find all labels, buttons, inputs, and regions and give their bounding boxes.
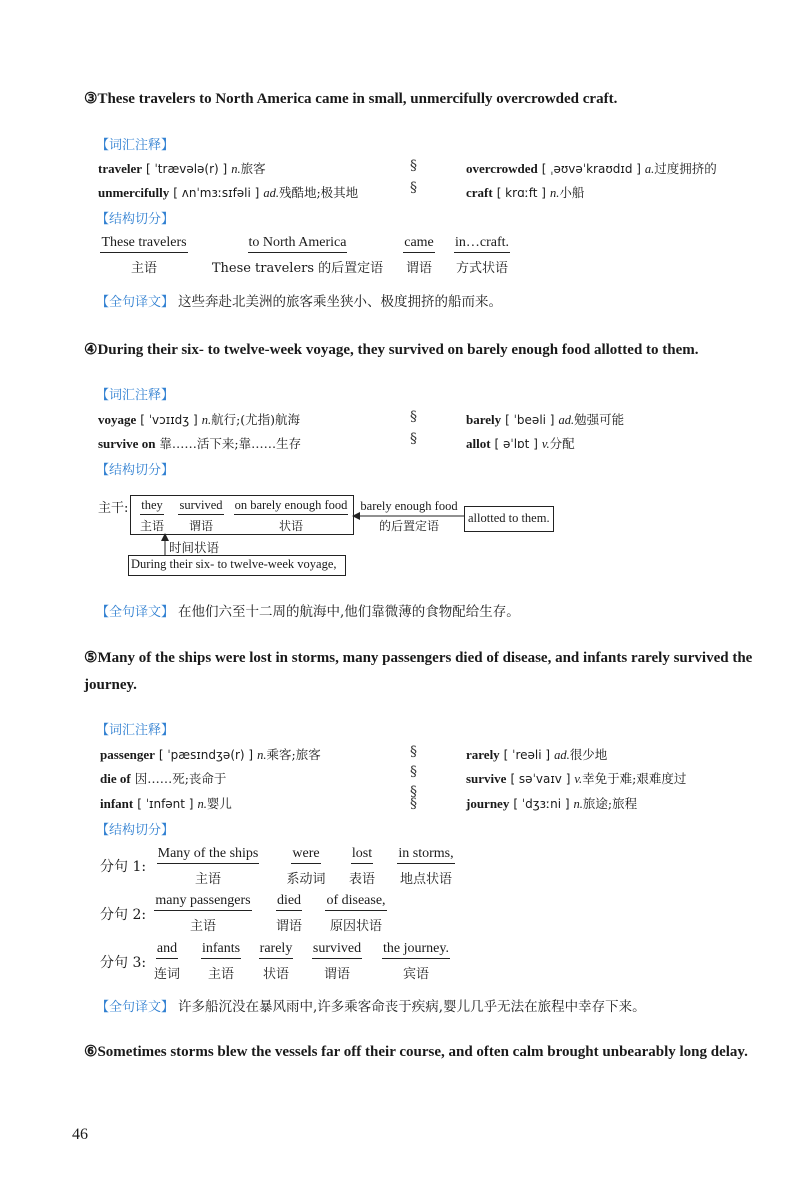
vocab-def: 过度拥挤的 [654,161,717,176]
segment-role: 主语 [139,519,164,533]
segment-text: died [276,893,302,911]
vocab-tag: 【词汇注释】 [96,723,175,738]
segment-text: to North America [248,235,348,253]
segment-text: lost [351,846,373,864]
vocab-pos: n. [573,797,583,811]
segment-role: 谓语 [323,967,350,982]
segment-role: 主语 [189,919,216,934]
vocab-pos: n. [231,162,241,176]
segment-role: 主语 [207,967,234,982]
segment [148,940,186,982]
structure-tag: 【结构切分】 [96,463,175,478]
vocab-entry [98,159,266,177]
vocab-entry [466,745,607,763]
segment [174,497,228,534]
segment-role: 宾语 [402,967,429,982]
segment [96,234,192,276]
vocab-entry [98,183,358,201]
vocab-pos: v. [541,437,550,451]
full-translation [96,290,502,310]
vocab-def: 因……死;丧命于 [134,771,227,786]
squiggle-divider: § [410,784,417,800]
vocab-entry [466,794,637,812]
squiggle-divider: § [410,796,417,812]
segment-text: survived [178,498,223,515]
segment-role: 谓语 [405,261,432,276]
vocab-entry [100,769,226,787]
vocab-word: journey [466,796,510,811]
vocab-phonetic: [ krɑːft ] [496,186,546,200]
segment-role: 状语 [262,967,289,982]
vocab-def: 分配 [549,436,575,451]
segment-role: 谓语 [188,519,213,533]
translation-text: 许多船沉没在暴风雨中,许多乘客命丧于疾病,婴儿几乎无法在旅程中幸存下来。 [178,999,646,1015]
translation-tag: 【全句译文】 [96,1000,175,1015]
vocab-word: allot [466,436,491,451]
vocab-word: overcrowded [466,161,538,176]
sentence-6-heading: ⑥Sometimes storms blew the vessels far off their course, and often calm brought unbearably long delay. [84,1044,748,1060]
vocab-phonetic: [ ʌnˈmɜːsɪfəli ] [173,186,260,200]
vocab-pos: n. [549,186,560,200]
segment-text: they [140,498,164,515]
vocab-pos: n. [257,748,267,762]
segment-role: 主语 [130,261,157,276]
squiggle-divider: § [410,409,417,425]
allotted-text: allotted to them. [468,511,550,525]
segment-text: and [156,941,178,959]
segment [270,892,308,934]
segment [448,234,516,276]
segment-text: Many of the ships [157,846,260,864]
vocab-word: rarely [466,747,500,762]
segment [194,940,248,982]
full-translation [96,995,646,1015]
segment-text: many passengers [154,893,251,911]
translation-text: 这些奔赴北美洲的旅客乘坐狭小、极度拥挤的船而来。 [178,294,503,310]
vocab-phonetic: [ ˈtrævələ(r) ] [146,162,228,176]
vocab-def: 乘客;旅客 [266,747,321,762]
segment-text: survived [312,941,362,959]
vocab-def: 很少地 [569,747,608,762]
time-adverbial-label: 时间状语 [169,540,220,555]
vocab-word: survive [466,771,507,786]
translation-tag: 【全句译文】 [96,295,175,310]
vocab-pos: a. [644,162,655,176]
vocab-phonetic: [ ˈɪnfənt ] [137,797,194,811]
full-translation [96,600,520,620]
vocab-entry [466,183,584,201]
vocab-def: 小船 [559,185,585,200]
vocab-word: passenger [100,747,155,762]
segment-text: of disease, [325,893,386,911]
squiggle-divider: § [410,158,417,174]
segment [282,845,330,887]
vocab-entry [98,410,300,428]
segment-role: 连词 [153,967,180,982]
segment-role: 主语 [194,872,221,887]
vocab-pos: n. [197,797,207,811]
vocab-def: 航行;(尤指)航海 [211,412,301,427]
vocab-pos: ad. [554,748,570,762]
squiggle-divider: § [410,431,417,447]
vocab-phonetic: [ ˌəʊvəˈkraʊdɪd ] [541,162,641,176]
vocab-phonetic: [ ˈreəli ] [503,748,551,762]
vocab-word: traveler [98,161,143,176]
segment-role: These travelers 的后置定语 [211,261,384,276]
segment-text: rarely [259,941,294,959]
clause-3-label: 分句 3: [100,955,147,971]
segment-role: 原因状语 [329,919,382,934]
vocab-pos: v. [574,772,583,786]
segment [148,892,258,934]
vocab-pos: ad. [263,186,279,200]
vocab-entry [100,794,232,812]
sentence-4-heading: ④During their six- to twelve-week voyage, they survived on barely enough food allotted to them. [84,342,699,358]
vocab-word: infant [100,796,134,811]
vocab-entry [100,745,321,763]
vocab-phonetic: [ səˈvaɪv ] [510,772,571,786]
page-number: 46 [72,1126,88,1143]
main-clause-label: 主干: [98,501,129,516]
vocab-tag: 【词汇注释】 [96,388,175,403]
sentence-3-heading: ③These travelers to North America came in small, unmercifully overcrowded craft. [84,91,618,107]
vocab-def: 幸免于难;艰难度过 [582,771,687,786]
vocab-phonetic: [ ˈpæsɪndʒə(r) ] [158,748,254,762]
arrow-left [352,510,464,522]
vocab-word: barely [466,412,502,427]
vocab-entry [466,434,575,452]
vocab-phonetic: [ ˈvɔɪɪdʒ ] [140,413,198,427]
segment-text: on barely enough food [234,498,349,515]
segment-text: the journey. [382,941,450,959]
attributive-head: barely enough food [360,499,458,513]
vocab-phonetic: [ əˈlɒt ] [494,437,538,451]
clause-1-label: 分句 1: [100,859,147,875]
vocab-word: die of [100,771,131,786]
segment [134,497,170,534]
segment-role: 谓语 [275,919,302,934]
vocab-entry [466,159,717,177]
segment [306,940,368,982]
vocab-pos: n. [201,413,212,427]
translation-tag: 【全句译文】 [96,605,175,620]
segment-text: in…craft. [454,235,510,253]
segment [254,940,298,982]
vocab-word: survive on [98,436,156,451]
vocab-phonetic: [ ˈdʒɜːni ] [513,797,570,811]
vocab-entry [98,434,301,452]
squiggle-divider: § [410,180,417,196]
vocab-entry [466,769,686,787]
attributive-role: 的后置定语 [378,519,439,533]
segment-text: were [291,846,320,864]
segment [232,497,350,534]
segment-text: came [403,235,435,253]
vocab-def: 旅途;旅程 [582,796,638,811]
vocab-word: craft [466,185,493,200]
segment-text: in storms, [397,846,454,864]
vocab-phonetic: [ ˈbeəli ] [505,413,555,427]
segment [398,234,440,276]
segment-role: 状语 [278,519,303,533]
segment [344,845,380,887]
segment [390,845,462,887]
segment [205,234,390,276]
sentence-5-heading: ⑤Many of the ships were lost in storms, many passengers died of disease, and infants rarely survived the journey. [84,650,753,693]
segment-role: 方式状语 [455,261,508,276]
vocab-def: 婴儿 [206,796,232,811]
segment-text: These travelers [100,235,187,253]
during-text: During their six- to twelve-week voyage, [131,557,337,571]
translation-text: 在他们六至十二周的航海中,他们靠微薄的食物配给生存。 [178,604,520,620]
segment-role: 系动词 [286,872,326,887]
vocab-pos: ad. [558,413,575,427]
vocab-def: 靠……活下来;靠……生存 [159,436,302,451]
vocab-word: unmercifully [98,185,170,200]
clause-2-label: 分句 2: [100,907,147,923]
vocab-entry [466,410,624,428]
segment [318,892,394,934]
structure-tag: 【结构切分】 [96,212,175,227]
squiggle-divider: § [410,764,417,780]
vocab-def: 旅客 [240,161,266,176]
segment [376,940,456,982]
vocab-word: voyage [98,412,137,427]
vocab-def: 残酷地;极其地 [278,185,359,200]
vocab-tag: 【词汇注释】 [96,138,175,153]
segment-text: infants [201,941,241,959]
segment [148,845,268,887]
vocab-def: 勉强可能 [574,412,625,427]
segment-role: 地点状语 [399,872,452,887]
segment-role: 表语 [348,872,375,887]
squiggle-divider: § [410,744,417,760]
structure-tag: 【结构切分】 [96,823,175,838]
